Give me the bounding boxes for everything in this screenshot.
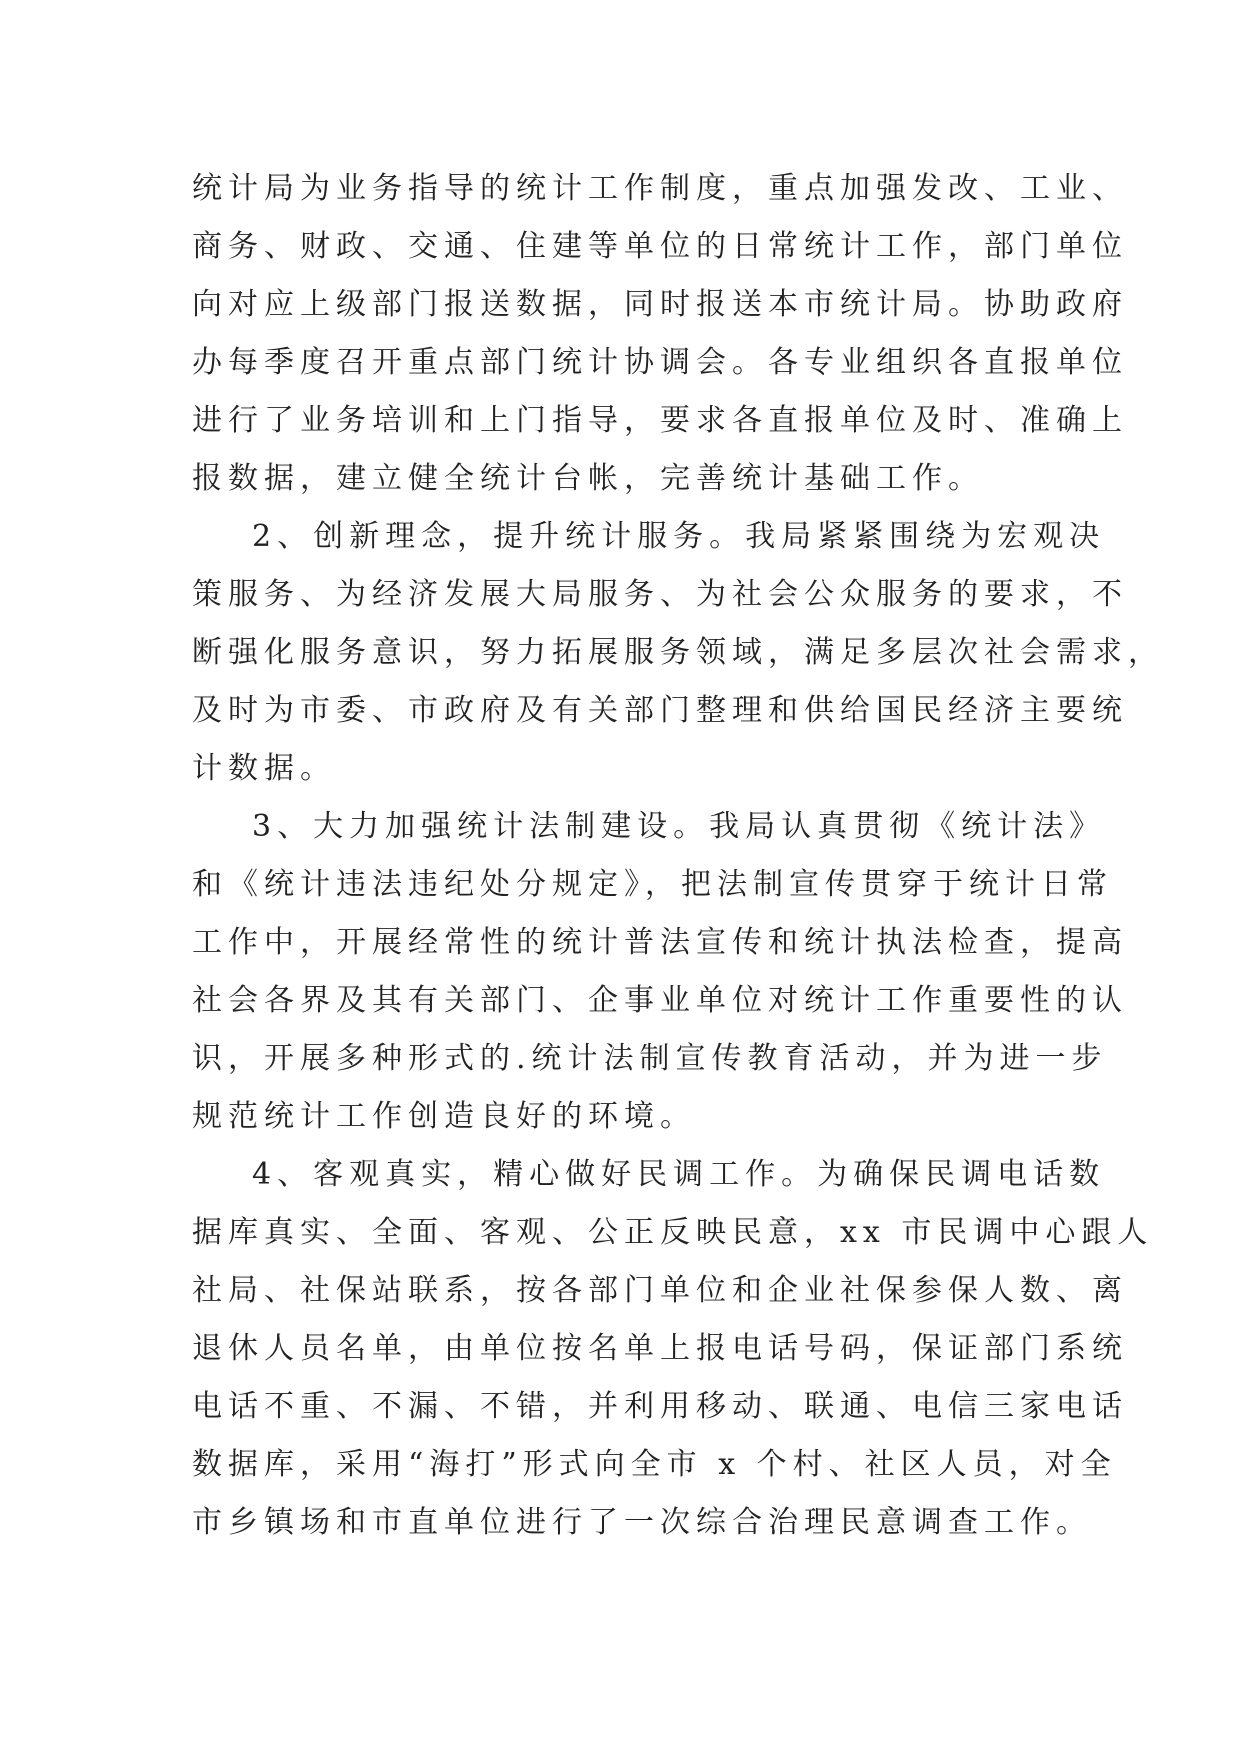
paragraph-line: 社局、社保站联系，按各部门单位和企业社保参保人数、离 [192, 1273, 1128, 1308]
document-body [192, 160, 1164, 1552]
paragraph-line: 报数据，建立健全统计台帐，完善统计基础工作。 [192, 461, 984, 496]
paragraph-1 [192, 160, 1128, 508]
paragraph-line: 统计局为业务指导的统计工作制度，重点加强发改、工业、 [192, 171, 1128, 206]
paragraph-line: 进行了业务培训和上门指导，要求各直报单位及时、准确上 [192, 403, 1128, 438]
paragraph-4 [192, 1146, 1154, 1552]
paragraph-line: 工作中，开展经常性的统计普法宣传和统计执法检查，提高 [192, 925, 1128, 960]
paragraph-line: 策服务、为经济发展大局服务、为社会公众服务的要求，不 [192, 577, 1128, 612]
paragraph-line: 据库真实、全面、客观、公正反映民意，xx 市民调中心跟人 [192, 1215, 1154, 1250]
paragraph-line: 数据库，采用“海打”形式向全市 x 个村、社区人员，对全 [192, 1447, 1117, 1482]
paragraph-line: 识，开展多种形式的.统计法制宣传教育活动，并为进一步 [192, 1041, 1108, 1076]
paragraph-line: 计数据。 [192, 751, 336, 786]
paragraph-2 [192, 508, 1164, 798]
paragraph-3 [192, 798, 1128, 1146]
paragraph-line: 4、客观真实，精心做好民调工作。为确保民调电话数 [252, 1157, 1106, 1192]
paragraph-line: 和《统计违法违纪处分规定》，把法制宣传贯穿于统计日常 [192, 867, 1113, 902]
paragraph-line: 及时为市委、市政府及有关部门整理和供给国民经济主要统 [192, 693, 1128, 728]
paragraph-line: 办每季度召开重点部门统计协调会。各专业组织各直报单位 [192, 345, 1128, 380]
paragraph-line: 2、创新理念，提升统计服务。我局紧紧围绕为宏观决 [252, 519, 1106, 554]
paragraph-line: 退休人员名单，由单位按名单上报电话号码，保证部门系统 [192, 1331, 1128, 1366]
paragraph-line: 社会各界及其有关部门、企事业单位对统计工作重要性的认 [192, 983, 1128, 1018]
paragraph-line: 向对应上级部门报送数据，同时报送本市统计局。协助政府 [192, 287, 1128, 322]
paragraph-line: 断强化服务意识，努力拓展服务领域，满足多层次社会需求， [192, 635, 1164, 670]
paragraph-line: 市乡镇场和市直单位进行了一次综合治理民意调查工作。 [192, 1505, 1092, 1540]
paragraph-line: 电话不重、不漏、不错，并利用移动、联通、电信三家电话 [192, 1389, 1128, 1424]
paragraph-line: 3、大力加强统计法制建设。我局认真贯彻《统计法》 [252, 809, 1106, 844]
paragraph-line: 规范统计工作创造良好的环境。 [192, 1099, 696, 1134]
paragraph-line: 商务、财政、交通、住建等单位的日常统计工作，部门单位 [192, 229, 1128, 264]
